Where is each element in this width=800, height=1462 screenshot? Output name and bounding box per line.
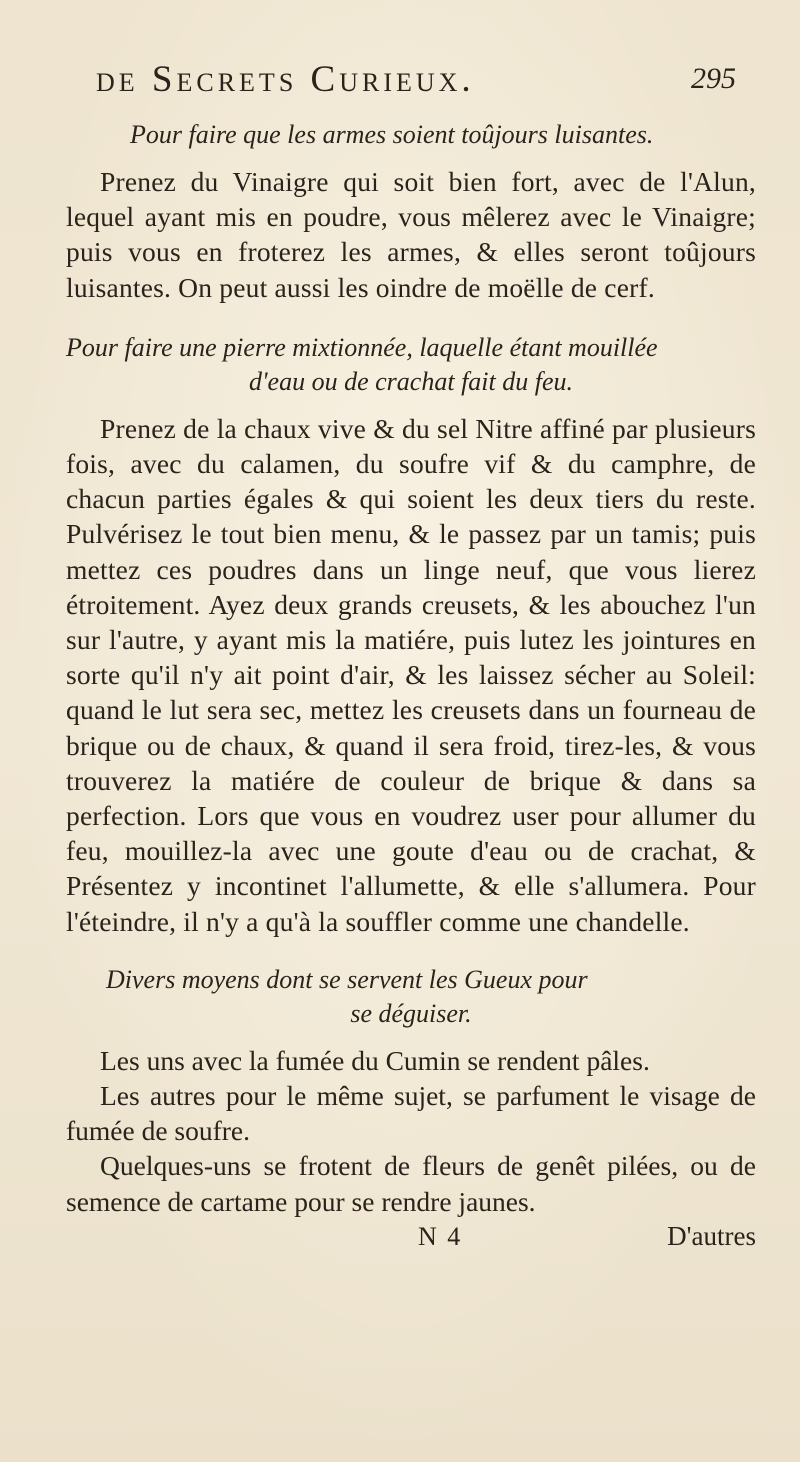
signature-mark: N 4 [418, 1221, 463, 1251]
section-title-gueux-line2: se déguiser. [350, 998, 472, 1028]
paragraph-pierre: Prenez de la chaux vive & du sel Nitre affiné par plusieurs fois, avec du calamen, du soufre vif & du camphre, de chacun parties égales & qui soient les deux tiers du reste. Pulvérisez le tout bien menu, & le passez par un tamis; puis mettez ces poudres dans un linge neuf, que vous lierez étroitement. Ayez deux grands creusets, & les abouchez l'un sur l'autre, y ayant mis la matiére, puis lutez les jointures en sorte qu'il n'y ait point d'air, & les laissez sécher au Soleil: quand le lut sera sec, mettez les creusets dans un fourneau de brique ou de chaux, & quand il sera froid, tirez-les, & vous trouverez la matiére de couleur de brique & dans sa perfection. Lors que vous en voudrez user pour allumer du feu, mouillez-la avec une goute d'eau ou de crachat, & Présentez y incontinet l'allumette, & elle s'allumera. Pour l'éteindre, il n'y a qu'à la souffler comme une chandelle. [66, 412, 756, 937]
paragraph-gueux-1: Les uns avec la fumée du Cumin se rendent pâles. [100, 1044, 650, 1076]
section-title-gueux-line1: Divers moyens dont se servent les Gueux pour [106, 964, 588, 994]
paragraph-armes: Prenez du Vinaigre qui soit bien fort, avec de l'Alun, lequel ayant mis en poudre, vous mêlerez avec le Vinaigre; puis vous en froterez les armes, & elles seront toûjours luisantes. On peut aussi les oindre de moëlle de cerf. [66, 166, 756, 303]
running-head: de Secrets Curieux. [96, 59, 475, 100]
catchword: D'autres [667, 1220, 756, 1251]
section-title-pierre [66, 331, 756, 399]
section-title-pierre-line2: d'eau ou de crachat fait du feu. [249, 366, 573, 396]
page-number: 295 [691, 62, 736, 95]
section-title-armes: Pour faire que les armes soient toûjours luisantes. [130, 120, 654, 149]
paragraph-gueux-3: Quelques-uns se frotent de fleurs de genêt pilées, ou de semence de cartame pour se rendre jaunes. [66, 1150, 756, 1217]
page-footer [66, 1219, 756, 1255]
paragraph-gueux-2: Les autres pour le même sujet, se parfument le visage de fumée de soufre. [66, 1080, 756, 1147]
page-content [66, 118, 756, 1255]
page-header [96, 58, 736, 108]
section-title-gueux [66, 963, 756, 1031]
section-title-pierre-line1: Pour faire une pierre mixtionnée, laquelle étant mouillée [66, 332, 658, 362]
